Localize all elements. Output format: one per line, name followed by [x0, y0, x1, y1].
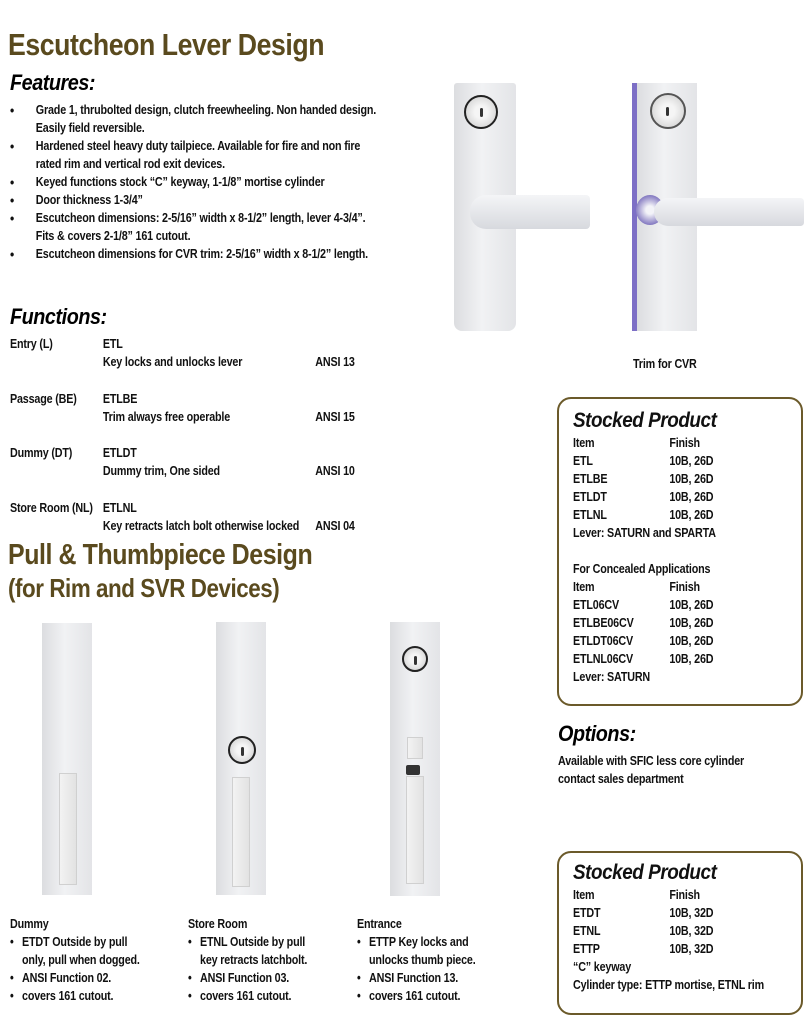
product-caption-dummy: Dummy • ETDT Outside by pull only, pull when dogged. • ANSI Function 02. • covers 161 cutout. [10, 915, 182, 1005]
caption-title: Dummy [10, 917, 49, 931]
cylinder-note: Cylinder type: ETTP mortise, ETNL rim [573, 978, 764, 992]
store-room-pull-image [216, 622, 266, 895]
function-desc: Key locks and unlocks lever [102, 355, 243, 369]
pull-section-title: Pull & Thumbpiece Design [8, 539, 313, 571]
table-row: ETLNL 10B, 26D [573, 508, 714, 522]
product-caption-entrance: Entrance • ETTP Key locks and unlocks thumb piece. • ANSI Function 13. • covers 161 cutout. [357, 915, 529, 1005]
feature-item: • Door thickness 1-3/4” [10, 191, 376, 209]
function-row-store-room [10, 499, 380, 539]
stocked-product-title: Stocked Product [573, 861, 717, 884]
pull-section-subtitle: (for Rim and SVR Devices) [8, 573, 280, 603]
lever-section-title: Escutcheon Lever Design [8, 27, 325, 62]
cvr-caption: Trim for CVR [633, 357, 697, 371]
function-ansi: ANSI 13 [315, 355, 355, 369]
feature-item: • Keyed functions stock “C” keyway, 1-1/8” mortise cylinder [10, 173, 376, 191]
function-name: Dummy (DT) [10, 446, 73, 460]
function-desc: Dummy trim, One sided [102, 464, 220, 478]
function-name: Passage (BE) [10, 392, 77, 406]
table-header: Item Finish [573, 580, 700, 594]
function-code: ETLBE [102, 392, 138, 406]
finish-header: Finish [669, 436, 700, 450]
keyway-note: “C” keyway [573, 960, 632, 974]
table-row: ETTP 10B, 32D [573, 942, 714, 956]
function-row-entry [10, 335, 380, 375]
features-heading: Features: [10, 70, 96, 95]
caption-title: Store Room [188, 917, 248, 931]
table-row: ETLNL06CV 10B, 26D [573, 652, 714, 666]
lever-trim-image [454, 83, 524, 333]
table-header: Item Finish [573, 888, 700, 902]
table-header [573, 434, 797, 452]
entrance-thumbpiece-image [390, 622, 440, 896]
concealed-lever-note: Lever: SATURN [573, 670, 651, 684]
function-ansi: ANSI 04 [315, 519, 355, 533]
options-text: Available with SFIC less core cylinder contact sales department [558, 754, 745, 786]
function-code: ETL [102, 337, 123, 351]
function-ansi: ANSI 10 [315, 464, 355, 478]
stocked-product-box-pull [557, 851, 803, 1015]
product-caption-store-room: Store Room • ETNL Outside by pull key retracts latchbolt. • ANSI Function 03. • covers 161 cutout. [188, 915, 360, 1005]
function-name: Entry (L) [10, 337, 53, 351]
lever-handle [470, 195, 590, 229]
key-cylinder-icon [650, 93, 686, 129]
table-row: ETL06CV 10B, 26D [573, 598, 714, 612]
table-row: ETLDT 10B, 26D [573, 490, 714, 504]
table-row: ETLDT06CV 10B, 26D [573, 634, 714, 648]
lever-handle [654, 198, 804, 226]
function-desc: Trim always free operable [102, 410, 231, 424]
options-heading: Options: [558, 721, 636, 746]
function-row-dummy [10, 444, 380, 484]
pull-handle [406, 776, 424, 884]
caption-title: Entrance [357, 917, 402, 931]
table-row: ETLBE 10B, 26D [573, 472, 714, 486]
feature-item: • Grade 1, thrubolted design, clutch freewheeling. Non handed design. Easily field reversible. [10, 101, 376, 137]
concealed-heading: For Concealed Applications [573, 562, 711, 576]
function-row-passage [10, 390, 380, 430]
pull-handle [59, 773, 77, 885]
table-row: ETDT 10B, 32D [573, 906, 714, 920]
feature-item: • Escutcheon dimensions: 2-5/16” width x 8-1/2” length, lever 4-3/4”. Fits & covers 2-1/8” 161 cutout. [10, 209, 376, 245]
feature-item: • Escutcheon dimensions for CVR trim: 2-5/16” width x 8-1/2” length. [10, 245, 376, 263]
function-code: ETLDT [102, 446, 137, 460]
dummy-pull-image [42, 623, 92, 895]
cvr-trim-image [632, 83, 807, 333]
functions-heading: Functions: [10, 304, 107, 329]
table-row: ETLBE06CV 10B, 26D [573, 616, 714, 630]
item-header: Item [573, 436, 595, 450]
function-code: ETLNL [102, 501, 137, 515]
stocked-product-box-lever [557, 397, 803, 706]
table-row: ETNL 10B, 32D [573, 924, 714, 938]
features-list [10, 101, 376, 263]
stocked-product-title: Stocked Product [573, 409, 717, 432]
thumbpiece-spindle [406, 765, 420, 775]
function-desc: Key retracts latch bolt otherwise locked [102, 519, 300, 533]
key-cylinder-icon [464, 95, 498, 129]
function-name: Store Room (NL) [10, 501, 93, 515]
function-ansi: ANSI 15 [315, 410, 355, 424]
key-cylinder-icon [228, 736, 256, 764]
pull-handle [232, 777, 250, 887]
table-row: ETL 10B, 26D [573, 454, 714, 468]
lever-note: Lever: SATURN and SPARTA [573, 526, 716, 540]
feature-item: • Hardened steel heavy duty tailpiece. Available for fire and non fire rated rim and vertical rod exit devices. [10, 137, 376, 173]
thumbpiece [407, 737, 423, 759]
key-cylinder-icon [402, 646, 428, 672]
